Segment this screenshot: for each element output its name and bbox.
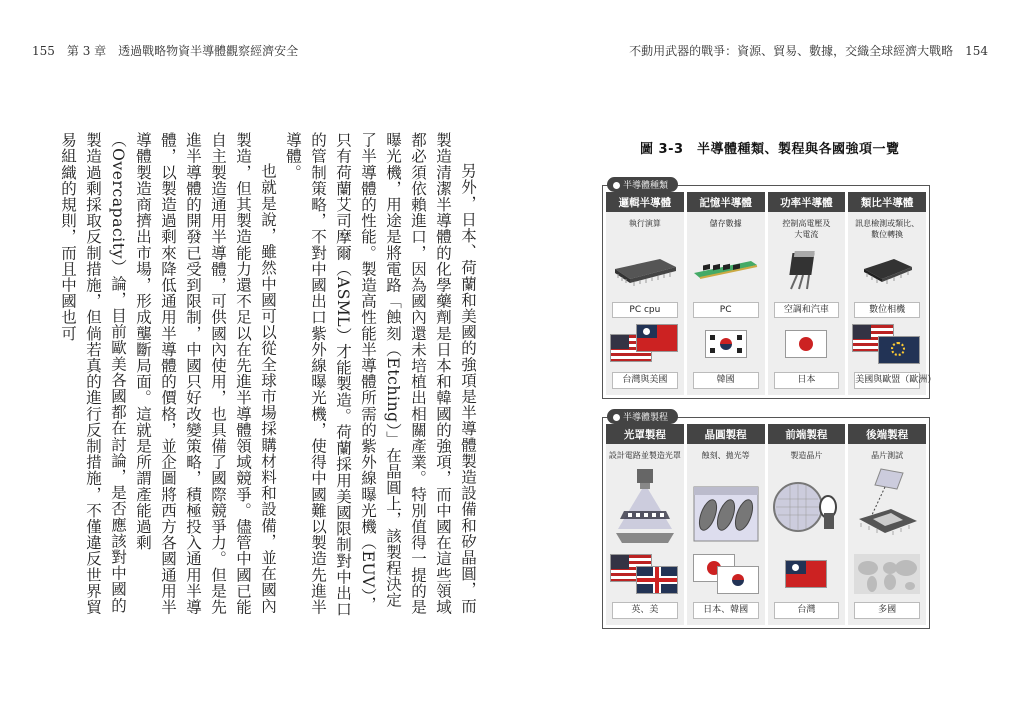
country-flags [606,550,684,598]
column-heading: 邏輯半導體 [606,192,684,212]
country-flags [768,318,846,370]
running-header-left: 155 第 3 章 透過戰略物資半導體觀察經濟安全 [32,44,299,58]
korea-flag-icon [717,566,759,594]
column-description: 製造晶片 [790,451,823,460]
japan-flag-icon [785,330,827,358]
wafer-bath-icon [687,464,765,550]
process-column-wafer [687,424,765,625]
country-label: 台灣與美國 [612,372,678,389]
process-column-frontend [768,424,846,625]
country-label: 多國 [854,602,920,619]
column-heading: 功率半導體 [768,192,846,212]
vertical-body-text [59,132,480,622]
column-heading: 類比半導體 [848,192,926,212]
country-flags [848,318,926,370]
taiwan-flag-icon [785,560,827,588]
photomask-light-icon [606,464,684,550]
column-description: 晶片測試 [871,451,904,460]
paragraph-1: 另外，日本、荷蘭和美國的強項是半導體製造設備和矽晶圓，而製造清潔半導體的化學藥劑是日本和韓國的強項，而中國在這些領域都必須依賴進口，因為國內還未培植出相關產業。特別值得一提的是曝光機，用途是將電路「蝕刻（Etching）」在晶圓上，該製程決定了半導體的性能。製造高性能半導體所需的紫外線曝光機（EUV），只有荷蘭艾司摩爾（ASML）才能製造。荷蘭採用美國限制對中出口的管制策略，不對中國出口紫外線曝光機，使得中國難以製造先進半導體。 [284,132,477,618]
column-heading: 記憶半導體 [687,192,765,212]
column-description: 蝕刻、拋光等 [701,451,750,460]
country-label: 韓國 [693,372,759,389]
column-heading: 前端製程 [768,424,846,444]
country-flags [687,318,765,370]
semiconductor-types-panel [602,181,937,399]
korea-flag-icon [705,330,747,358]
process-column-backend [848,424,926,625]
type-column-power [768,192,846,395]
wafer-inspection-icon [768,464,846,550]
country-label: 台灣 [774,602,840,619]
chip-test-icon [848,464,926,550]
country-label: 美國與歐盟（歐洲） [854,372,920,389]
use-label: PC cpu [612,302,678,318]
world-map-icon [854,554,920,594]
use-label: 空調和汽車 [774,302,840,318]
country-flags [606,318,684,370]
analog-chip-icon [848,242,926,300]
country-label: 英、美 [612,602,678,619]
power-transistor-icon [768,242,846,300]
column-description: 訊息檢測或類比、 數位轉換 [855,219,920,239]
cpu-chip-icon [606,242,684,300]
bullet-icon [613,414,620,421]
running-header-right: 不動用武器的戰爭：資源、貿易、數據，交織全球經濟大戰略 154 [629,44,988,58]
country-label: 日本 [774,372,840,389]
country-flags [687,550,765,598]
memory-module-icon [687,242,765,300]
type-column-analog [848,192,937,395]
country-flags [768,550,846,598]
country-flags [848,550,926,598]
semiconductor-process-panel [602,413,930,629]
paragraph-2: 也就是說，雖然中國可以從全球市場採購材料和設備，並在國內製造，但其製造能力還不足以在先進半導體領域競爭。儘管中國已能自主製造通用半導體，可供國內使用，也具備了國際競爭力。但是先進半導體的開發已受到限制，中國只好改變策略，積極投入通用半導體，以製造過剩來降低通用半導體的價格，並企圖將西方各國通用半導體製造商擠出市場，形成壟斷局面。這就是所謂產能過剩（Overcapacity）論，目前歐美各國都在討論，是否應該對中國的製造過剩採取反制措施，但倘若真的進行反制措施，不僅違反世界貿易組織的規則，而且中國也可 [59,132,277,615]
type-column-logic [606,192,684,395]
column-heading: 後端製程 [848,424,926,444]
country-label: 日本、韓國 [693,602,759,619]
column-description: 控制高電壓及 大電流 [782,219,831,239]
use-label: 數位相機 [854,302,920,318]
uk-flag-icon [636,566,678,594]
column-heading: 光罩製程 [606,424,684,444]
bullet-icon [613,182,620,189]
column-description: 執行演算 [628,219,661,228]
panel-tag: 半導體製程 [607,409,678,424]
figure-title: 圖 3-3 半導體種類、製程與各國強項一覽 [640,142,900,157]
column-heading: 晶圓製程 [687,424,765,444]
taiwan-flag-icon [636,324,678,352]
use-label: PC [693,302,759,318]
type-column-memory [687,192,765,395]
panel-tag: 半導體種類 [607,177,678,192]
column-description: 儲存數據 [709,219,742,228]
column-description: 設計電路並製造光罩 [608,451,681,460]
process-column-photomask [606,424,684,625]
eu-flag-icon [878,336,920,364]
